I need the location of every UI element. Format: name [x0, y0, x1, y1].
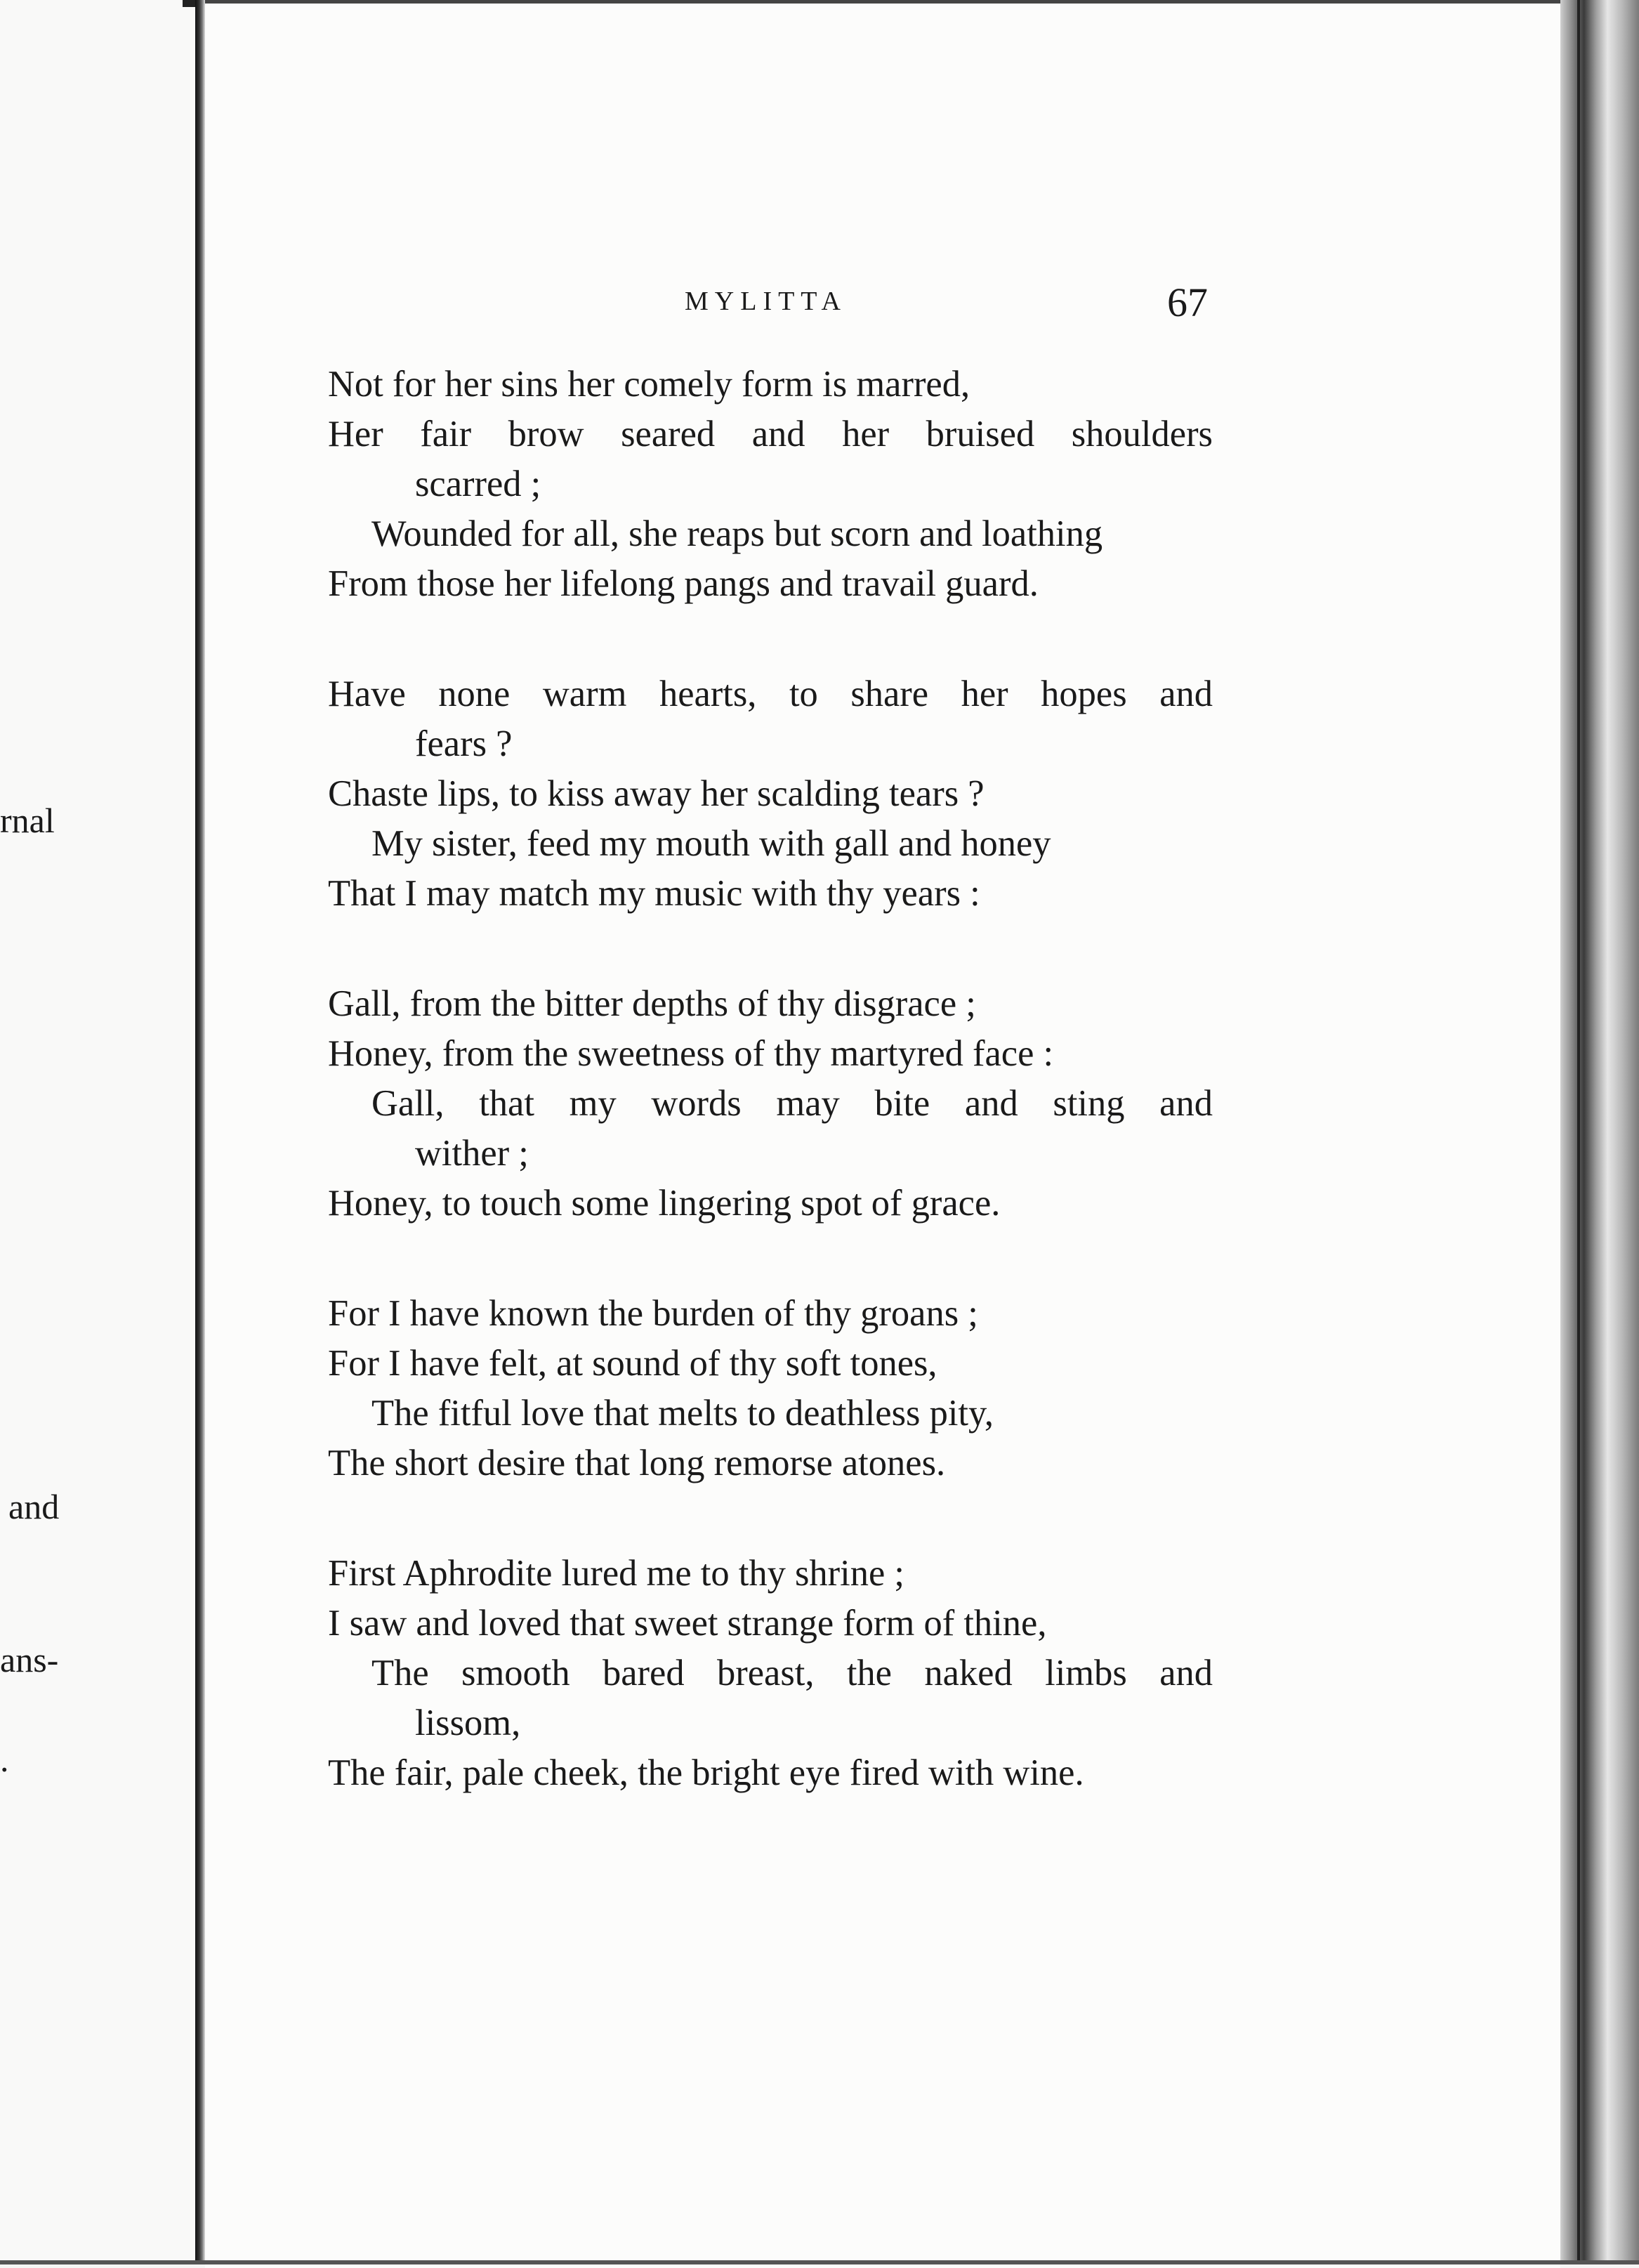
poem-line: Have none warm hearts, to share her hopes and [328, 674, 1213, 714]
poem-line: From those her lifelong pangs and travail guard. [328, 563, 1039, 604]
stanza [328, 1549, 1213, 1798]
poem-line: Her fair brow seared and her bruised shoulders [328, 414, 1213, 454]
poem-line: lissom, [415, 1703, 521, 1743]
poem-line: My sister, feed my mouth with gall and honey [371, 823, 1051, 864]
poem-line: Honey, from the sweetness of thy martyred face : [328, 1033, 1054, 1074]
stanza [328, 360, 1213, 609]
book-gutter [195, 0, 205, 2264]
poem [328, 360, 1213, 1859]
poem-line: The fitful love that melts to deathless pity, [371, 1393, 994, 1434]
page-edge-line [1577, 0, 1580, 2264]
poem-line: fears ? [415, 723, 513, 764]
poem-line: I saw and loved that sweet strange form of thine, [328, 1603, 1047, 1644]
poem-line: Not for her sins her comely form is marred, [328, 364, 970, 405]
poem-line: First Aphrodite lured me to thy shrine ; [328, 1553, 904, 1594]
stanza [328, 669, 1213, 919]
facing-page [0, 0, 197, 2264]
poem-line: Wounded for all, she reaps but scorn and loathing [371, 513, 1103, 554]
running-head: MYLITTA [685, 287, 847, 316]
stanza [328, 979, 1213, 1228]
poem-line: The short desire that long remorse atones. [328, 1443, 946, 1483]
poem-line: That I may match my music with thy years : [328, 873, 980, 914]
poem-line: wither ; [415, 1133, 529, 1174]
poem-line: scarred ; [415, 464, 541, 504]
facing-page-fragment: and [8, 1487, 60, 1526]
bottom-edge [0, 2260, 1639, 2264]
facing-page-fragment: . [0, 1740, 9, 1779]
stanza [328, 1289, 1213, 1488]
page-number: 67 [1167, 280, 1208, 325]
page-edge [1560, 0, 1639, 2264]
poem-line: Gall, that my words may bite and sting and [371, 1083, 1213, 1124]
poem-line: Honey, to touch some lingering spot of grace. [328, 1183, 1001, 1224]
poem-line: For I have felt, at sound of thy soft tones, [328, 1343, 937, 1384]
facing-page-fragment: rnal [0, 801, 55, 840]
poem-line: Gall, from the bitter depths of thy disgrace ; [328, 983, 976, 1024]
poem-line: For I have known the burden of thy groans ; [328, 1293, 978, 1334]
facing-page-fragment: ans- [0, 1640, 59, 1679]
poem-line: The smooth bared breast, the naked limbs and [371, 1653, 1213, 1693]
poem-line: Chaste lips, to kiss away her scalding tears ? [328, 773, 985, 814]
poem-line: The fair, pale cheek, the bright eye fired with wine. [328, 1752, 1084, 1793]
